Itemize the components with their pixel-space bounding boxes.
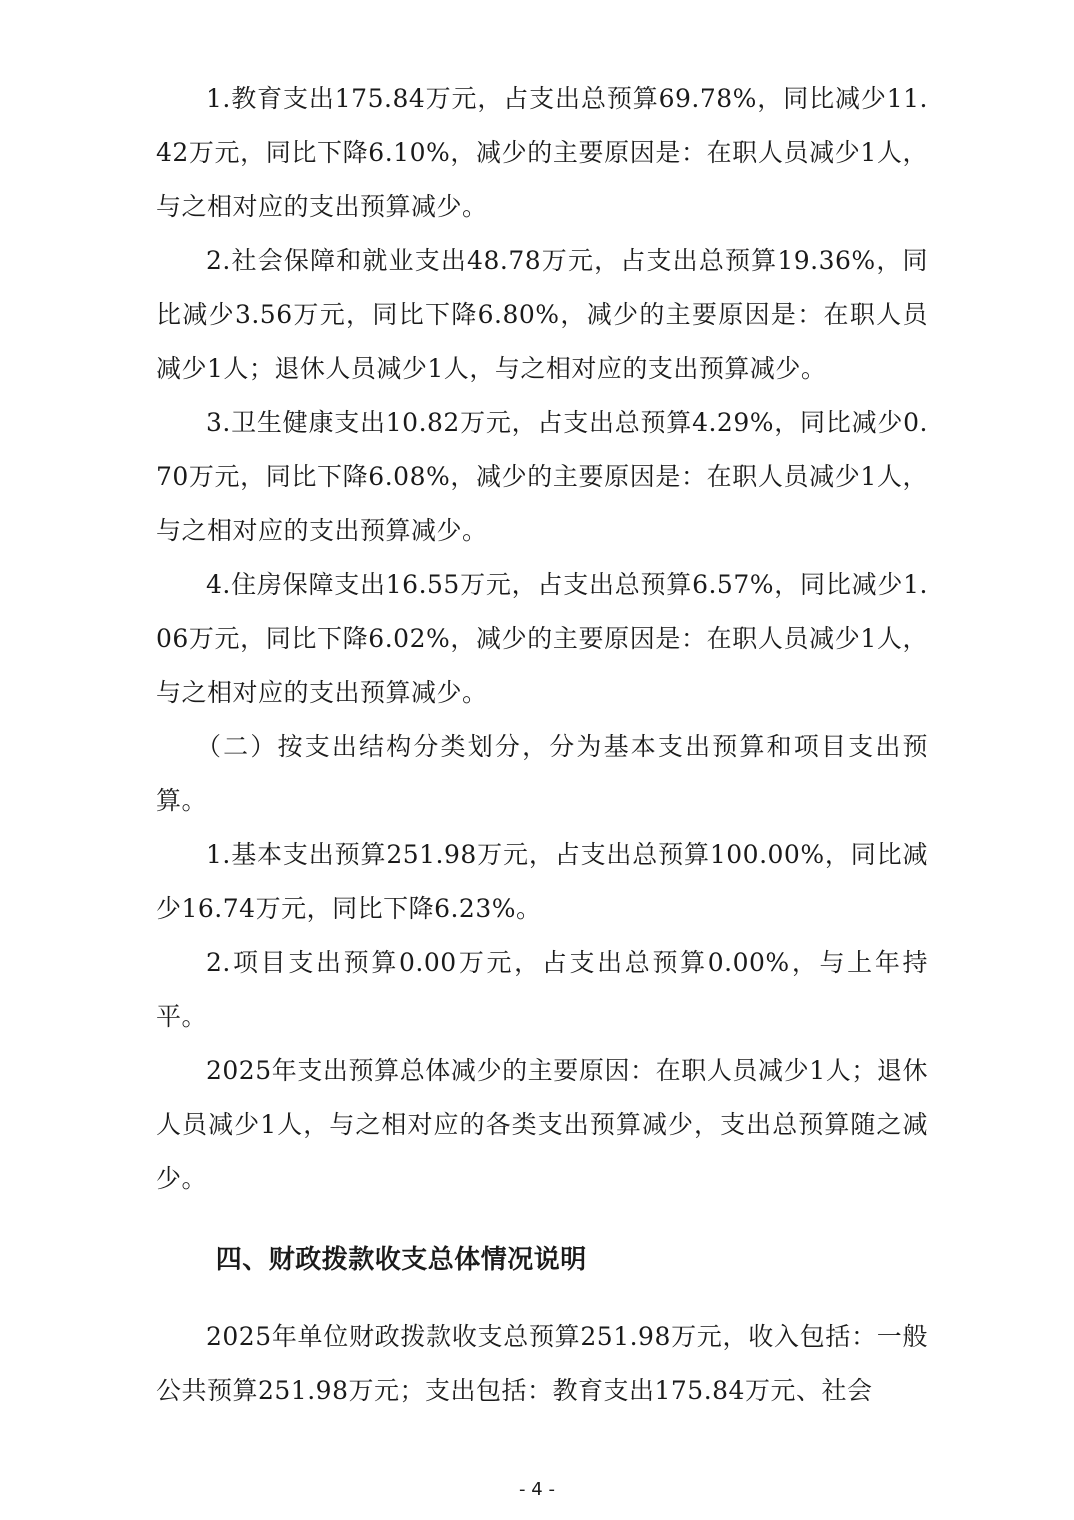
paragraph-housing-expense: 4.住房保障支出16.55万元，占支出总预算6.57%，同比减少1.06万元，同比下降6.02%，减少的主要原因是：在职人员减少1人，与之相对应的支出预算减少。 xyxy=(156,570,928,707)
paragraph-social-security-expense: 2.社会保障和就业支出48.78万元，占支出总预算19.36%，同比减少3.56万元，同比下降6.80%，减少的主要原因是：在职人员减少1人；退休人员减少1人，与之相对应的支出预算减少。 xyxy=(156,246,928,383)
paragraph-fiscal-appropriation-total: 2025年单位财政拨款收支总预算251.98万元，收入包括：一般公共预算251.98万元；支出包括：教育支出175.84万元、社会 xyxy=(156,1322,928,1405)
section-heading: 四、财政拨款收支总体情况说明 xyxy=(215,1245,587,1275)
paragraph-overall-decrease-reason: 2025年支出预算总体减少的主要原因：在职人员减少1人；退休人员减少1人，与之相对应的各类支出预算减少，支出总预算随之减少。 xyxy=(156,1056,928,1193)
paragraph-education-expense: 1.教育支出175.84万元，占支出总预算69.78%，同比减少11.42万元，同比下降6.10%，减少的主要原因是：在职人员减少1人，与之相对应的支出预算减少。 xyxy=(156,84,928,221)
document-body xyxy=(156,72,928,1418)
paragraph-health-expense: 3.卫生健康支出10.82万元，占支出总预算4.29%，同比减少0.70万元，同比下降6.08%，减少的主要原因是：在职人员减少1人，与之相对应的支出预算减少。 xyxy=(156,408,928,545)
paragraph-structure-classification: （二）按支出结构分类划分，分为基本支出预算和项目支出预算。 xyxy=(156,732,928,815)
paragraph-project-expense: 2.项目支出预算0.00万元，占支出总预算0.00%，与上年持平。 xyxy=(156,948,928,1031)
paragraph-basic-expense: 1.基本支出预算251.98万元，占支出总预算100.00%，同比减少16.74万元，同比下降6.23%。 xyxy=(156,840,928,923)
page-number: - 4 - xyxy=(519,1479,555,1500)
